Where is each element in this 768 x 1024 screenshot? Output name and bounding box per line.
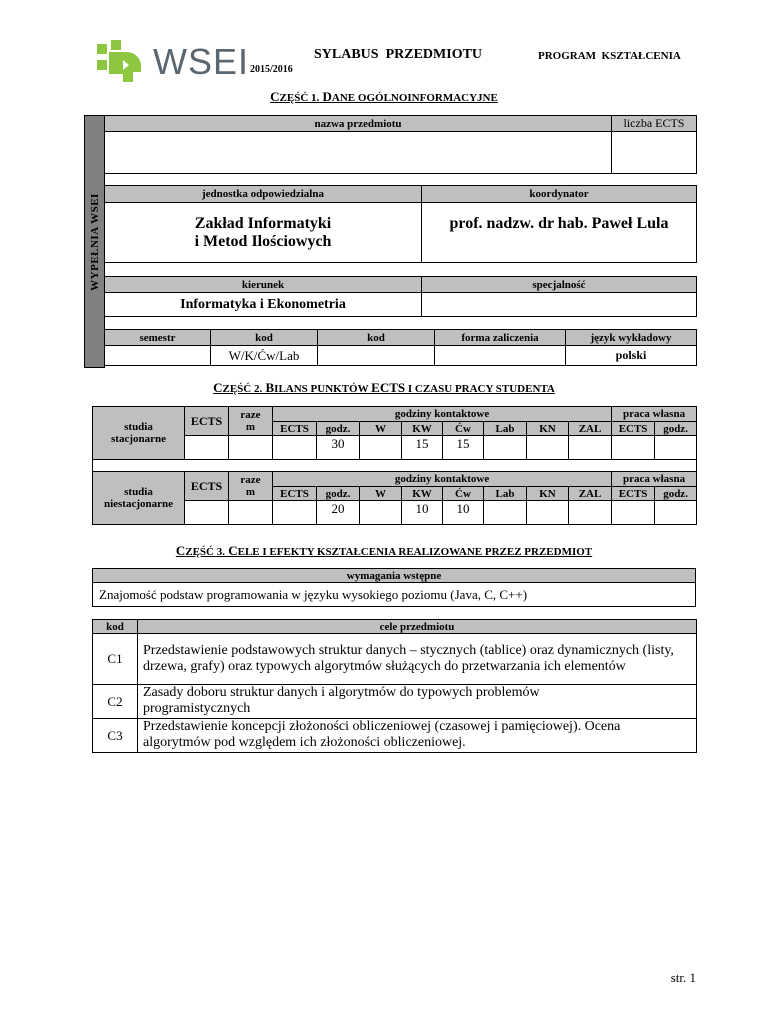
part2-heading: CZĘŚĆ 2. BILANS PUNKTÓW ECTS I CZASU PRACY STUDENTA [213,380,555,395]
code2-value [318,346,435,366]
page-number: str. 1 [670,970,696,985]
value-cell [569,501,612,525]
coordinator-label: koordynator [422,186,697,203]
value-cell: 10 [402,501,443,525]
goal-text: Przedstawienie koncepcji złożoności obliczeniowej (czasowej i pamięciowej). Ocena algorytmów pod względem ich złożoności obliczeniowej. [138,719,697,753]
sub-col: Lab [484,487,527,501]
value-cell: 20 [317,501,360,525]
value-cell [360,436,402,460]
sub-col: ECTS [612,487,655,501]
goal-code: C2 [93,685,138,719]
code-value: W/K/Ćw/Lab [211,346,318,366]
sub-col: ZAL [569,487,612,501]
unit-line1: Zakład Informatyki [194,214,332,232]
value-cell [527,501,569,525]
code-label: kod [211,330,318,346]
wsei-logo-icon [97,40,147,86]
sub-col: W [360,487,402,501]
goals-text-col: cele przedmiotu [138,620,697,634]
nonstationary-own-label: praca własna [612,472,697,487]
value-cell [273,501,317,525]
value-cell [185,501,229,525]
goals-code-col: kod [93,620,138,634]
ects-label: liczba ECTS [612,116,697,132]
language-label: język wykładowy [566,330,697,346]
part1-heading: CZĘŚĆ 1. DANE OGÓLNOINFORMACYJNE [270,89,498,104]
academic-year: 2015/2016 [250,64,293,75]
nonstationary-ects-col: ECTS [185,472,229,501]
sub-col: KW [402,422,443,436]
sub-col: Ćw [443,422,484,436]
goal-text: Przedstawienie podstawowych struktur danych – stycznych (tablice) oraz dynamicznych (listy, drzewa, grafy) oraz typowych algorytmów służących do przetwarzania ich elementów [138,634,697,685]
language-value: polski [566,346,697,366]
goal-row [93,719,697,753]
sub-col: ECTS [273,422,317,436]
goal-code: C1 [93,634,138,685]
wsei-logo [97,40,257,86]
goal-row [93,634,697,685]
course-name-label: nazwa przedmiotu [105,116,612,132]
sub-col: godz. [317,422,360,436]
stationary-total-col: raze m [229,407,273,436]
value-cell [273,436,317,460]
value-cell [360,501,402,525]
unit-label: jednostka odpowiedzialna [105,186,422,203]
sub-col: KW [402,487,443,501]
goal-row [93,685,697,719]
value-cell [655,501,697,525]
value-cell: 10 [443,501,484,525]
sub-col: ECTS [612,422,655,436]
sub-col: ECTS [273,487,317,501]
nonstationary-contact-label: godziny kontaktowe [273,472,612,487]
prereq-label: wymagania wstępne [93,569,696,583]
semester-value [105,346,211,366]
prereq-value: Znajomość podstaw programowania w języku wysokiego poziomu (Java, C, C++) [93,583,696,607]
code2-label: kod [318,330,435,346]
prerequisites-table [92,568,696,607]
value-cell [612,501,655,525]
sub-col: godz. [655,487,697,501]
value-cell [484,436,527,460]
course-name-value [105,132,612,174]
specialty-value [422,293,697,317]
course-name-table [104,115,697,174]
sidebar-label: WYPEŁNIA WSEI [88,192,101,291]
wsei-sidebar [84,115,105,368]
stationary-contact-label: godziny kontaktowe [273,407,612,422]
stationary-own-label: praca własna [612,407,697,422]
sub-col: W [360,422,402,436]
part3-heading: CZĘŚĆ 3. CELE I EFEKTY KSZTAŁCENIA REALIZOWANE PRZEZ PRZEDMIOT [175,543,593,558]
value-cell [612,436,655,460]
form-value [435,346,566,366]
direction-value: Informatyka i Ekonometria [105,293,422,317]
semester-table [104,329,697,366]
stationary-label: studia stacjonarne [93,407,185,460]
sub-col: Lab [484,422,527,436]
value-cell [527,436,569,460]
value-cell [229,501,273,525]
unit-table [104,185,697,263]
sub-col: KN [527,487,569,501]
stationary-ects-col: ECTS [185,407,229,436]
goals-table [92,619,697,753]
goal-text: Zasady doboru struktur danych i algorytmów do typowych problemów programistycznych [138,685,697,719]
nonstationary-label: studia niestacjonarne [93,472,185,525]
form-label: forma zaliczenia [435,330,566,346]
nonstationary-total-col: raze m [229,472,273,501]
sub-col: KN [527,422,569,436]
coordinator-value: prof. nadzw. dr hab. Paweł Lula [422,203,697,263]
specialty-label: specjalność [422,277,697,293]
value-cell: 15 [402,436,443,460]
sub-col: ZAL [569,422,612,436]
semester-label: semestr [105,330,211,346]
value-cell [655,436,697,460]
document-title: SYLABUS PRZEDMIOTU [314,47,483,62]
unit-value [105,203,422,263]
sub-col: godz. [655,422,697,436]
value-cell [229,436,273,460]
ects-value [612,132,697,174]
direction-label: kierunek [105,277,422,293]
value-cell [569,436,612,460]
unit-line2: i Metod Ilościowych [194,232,332,250]
value-cell: 30 [317,436,360,460]
value-cell [484,501,527,525]
value-cell [185,436,229,460]
logo-text: WSEI [153,41,250,82]
sub-col: godz. [317,487,360,501]
goal-code: C3 [93,719,138,753]
program-label: PROGRAM KSZTAŁCENIA [538,50,681,62]
ects-balance-table [92,406,697,525]
direction-table [104,276,697,317]
value-cell: 15 [443,436,484,460]
sub-col: Ćw [443,487,484,501]
